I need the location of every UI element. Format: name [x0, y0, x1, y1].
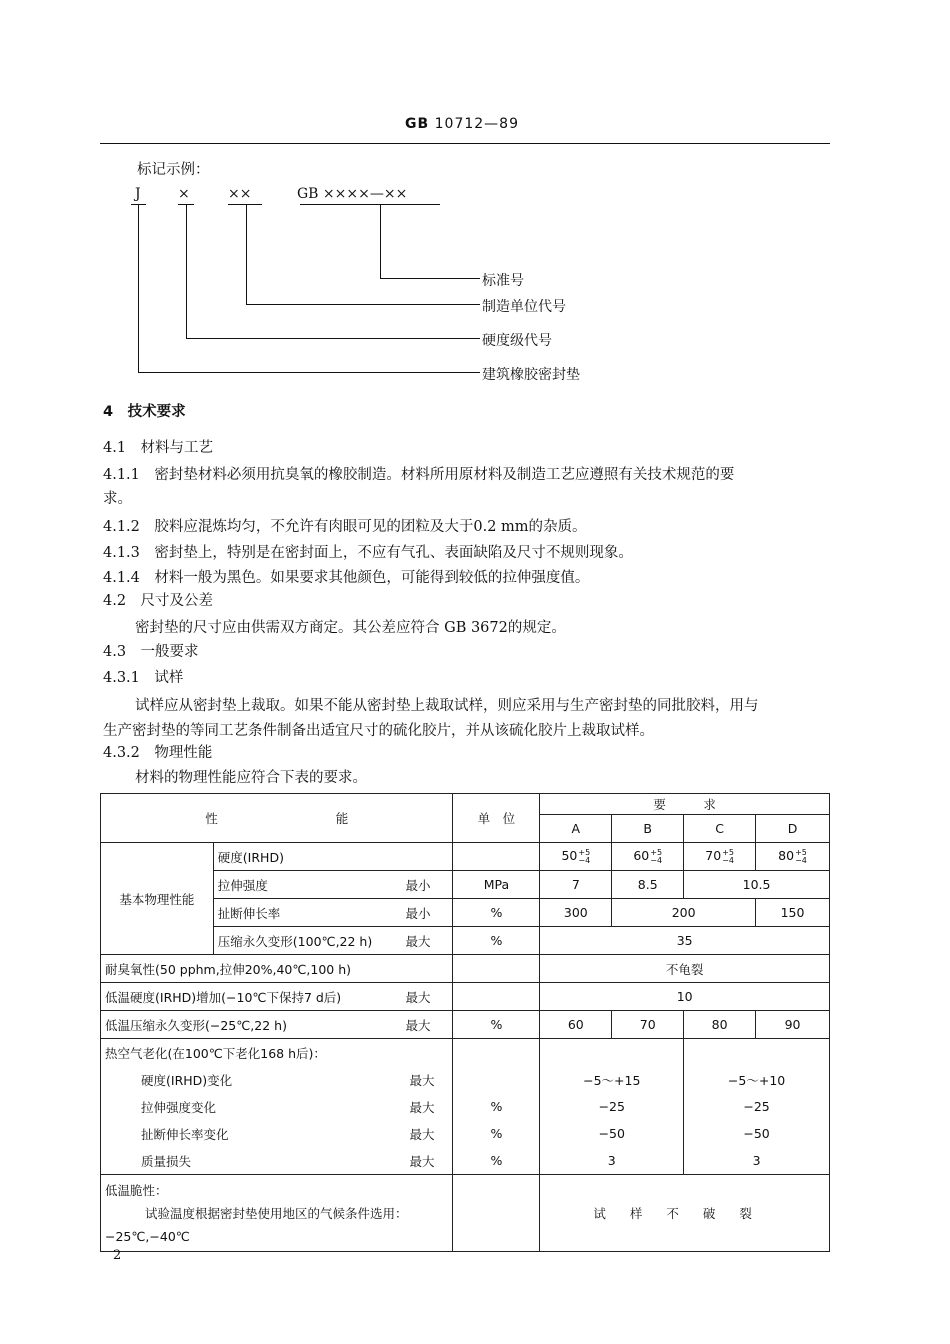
hardness-c-val: 70	[705, 848, 722, 864]
hardness-b-val: 60	[633, 848, 650, 864]
tensile-label: 拉伸强度	[217, 877, 268, 893]
aging-mass-unit: %	[453, 1147, 540, 1175]
tol-up: +5	[795, 847, 807, 857]
lowhard-name	[101, 983, 453, 1011]
brittle-requirement	[540, 1175, 830, 1252]
table-row	[101, 955, 830, 983]
hardness-a	[540, 843, 612, 871]
marking-line-maker	[246, 204, 247, 304]
marking-line-maker-h	[246, 304, 480, 305]
header-unit: 单 位	[453, 794, 540, 843]
page-number: 2	[113, 1248, 122, 1263]
table-row	[101, 1039, 830, 1067]
header-standard: GB	[405, 116, 430, 132]
brittle-req-text: 试样不破裂	[593, 1206, 776, 1221]
tol-up: +5	[650, 847, 663, 857]
basic-properties-group: 基本物理性能	[101, 843, 214, 955]
grade-c: C	[684, 815, 756, 843]
tol-up: +5	[722, 847, 734, 857]
brittle-title: 低温脆性：	[105, 1183, 168, 1198]
aging-mass	[101, 1147, 453, 1175]
tol-dn: −4	[650, 855, 663, 865]
section-4-3-2-heading: 4.3.2 物理性能	[103, 745, 213, 761]
section-4-2-paragraph: 密封垫的尺寸应由供需双方商定。其公差应符合 GB 3672的规定。	[135, 620, 566, 636]
hardness-d-val: 80	[778, 848, 795, 864]
section-4-3-1-line1: 试样应从密封垫上裁取。如果不能从密封垫上裁取试样，则应采用与生产密封垫的同批胶料，用与	[135, 698, 759, 714]
section-4-1-3: 4.1.3 密封垫上，特别是在密封面上，不应有气孔、表面缺陷及尺寸不规则现象。	[103, 545, 633, 561]
elongation-limit: 最小	[405, 905, 431, 921]
table-row	[101, 1093, 830, 1120]
hardness-d	[756, 843, 830, 871]
document-header	[405, 116, 519, 132]
compset-limit: 最大	[405, 933, 431, 949]
aging-hardness-cd: −5～+10	[684, 1066, 830, 1093]
section-4-2-heading: 4.2 尺寸及公差	[103, 593, 214, 609]
table-row	[101, 983, 830, 1011]
table-row	[101, 1120, 830, 1147]
ozone-name: 耐臭氧性(50 pphm,拉伸20%,40℃,100 h)	[101, 955, 453, 983]
lowcomp-name	[101, 1011, 453, 1039]
aging-title: 热空气老化(在100℃下老化168 h后)：	[101, 1039, 453, 1067]
aging-tensile-ab: −25	[540, 1093, 684, 1120]
section-4-1-1-line1: 4.1.1 密封垫材料必须用抗臭氧的橡胶制造。材料所用原材料及制造工艺应遵照有关技术规范的要	[103, 467, 735, 483]
hardness-b	[612, 843, 684, 871]
lowcomp-d: 90	[756, 1011, 830, 1039]
table-row	[101, 1011, 830, 1039]
brittle-line1: 试验温度根据密封垫使用地区的气候条件选用：	[145, 1206, 408, 1221]
elongation-a: 300	[540, 899, 612, 927]
marking-label-maker: 制造单位代号	[482, 299, 566, 315]
header-property	[101, 794, 453, 843]
section-4-3-1-line2: 生产密封垫的等同工艺条件制备出适宜尺寸的硫化胶片，并从该硫化胶片上裁取试样。	[103, 723, 654, 739]
tensile-limit: 最小	[405, 877, 431, 893]
marking-underline-standard	[300, 204, 440, 205]
marking-underline-maker	[228, 204, 262, 205]
lowcomp-b: 70	[612, 1011, 684, 1039]
aging-elongation	[101, 1120, 453, 1147]
aging-mass-cd: 3	[684, 1147, 830, 1175]
elongation-name	[213, 899, 453, 927]
elongation-bc: 200	[612, 899, 756, 927]
grade-b: B	[612, 815, 684, 843]
aging-elongation-ab: −50	[540, 1120, 684, 1147]
header-property-char1: 性	[205, 811, 218, 826]
table-row	[101, 1066, 830, 1093]
section-4-1-4: 4.1.4 材料一般为黑色。如果要求其他颜色，可能得到较低的拉伸强度值。	[103, 570, 590, 586]
section-4-3-1-heading: 4.3.1 试样	[103, 670, 184, 686]
elongation-label: 扯断伸长率	[217, 905, 281, 921]
compset-name	[213, 927, 453, 955]
aging-elongation-cd: −50	[684, 1120, 830, 1147]
aging-hardness-ab: −5～+15	[540, 1066, 684, 1093]
marking-code-standard: GB ××××—××	[297, 186, 408, 202]
lowcomp-unit: %	[453, 1011, 540, 1039]
marking-line-j-h	[138, 372, 480, 373]
tol-up: +5	[578, 847, 591, 857]
marking-line-hardness	[186, 204, 187, 338]
aging-mass-label: 质量损失	[141, 1153, 192, 1169]
lowhard-limit: 最大	[405, 989, 431, 1005]
aging-elongation-limit: 最大	[409, 1126, 435, 1142]
marking-code-maker: ××	[228, 186, 252, 202]
aging-hardness-unit	[453, 1066, 540, 1093]
aging-hardness-limit: 最大	[409, 1072, 435, 1088]
lowhard-label: 低温硬度(IRHD)增加(−10℃下保持7 d后)	[105, 989, 342, 1005]
compset-label: 压缩永久变形(100℃,22 h)	[217, 933, 373, 949]
hardness-name: 硬度(IRHD)	[213, 843, 453, 871]
header-number: 10712—89	[434, 116, 519, 132]
grade-a: A	[540, 815, 612, 843]
table-row	[101, 1147, 830, 1175]
aging-mass-ab: 3	[540, 1147, 684, 1175]
marking-label-hardness: 硬度级代号	[482, 333, 552, 349]
marking-label-standard: 标准号	[482, 273, 524, 289]
lowcomp-a: 60	[540, 1011, 612, 1039]
marking-code-hardness: ×	[178, 186, 190, 202]
marking-code-j: J	[135, 186, 141, 202]
compset-all: 35	[540, 927, 830, 955]
ozone-all: 不龟裂	[540, 955, 830, 983]
brittle-line2: −25℃,−40℃	[105, 1229, 190, 1244]
tensile-a: 7	[540, 871, 612, 899]
header-requirement: 要 求	[540, 794, 830, 815]
section-4-3-2-paragraph: 材料的物理性能应符合下表的要求。	[135, 770, 367, 786]
section-4-3-heading: 4.3 一般要求	[103, 644, 199, 660]
marking-line-hardness-h	[186, 338, 480, 339]
aging-elongation-unit: %	[453, 1120, 540, 1147]
marking-label-gasket: 建筑橡胶密封垫	[482, 367, 580, 383]
section-4-1-1-line2: 求。	[103, 491, 132, 507]
table-header-row	[101, 794, 830, 815]
elongation-unit: %	[453, 899, 540, 927]
section-4-1-heading: 4.1 材料与工艺	[103, 440, 214, 456]
marking-underline-hardness	[178, 204, 194, 205]
marking-underline-j	[131, 204, 146, 205]
aging-mass-limit: 最大	[409, 1153, 435, 1169]
grade-d: D	[756, 815, 830, 843]
tol-dn: −4	[578, 855, 591, 865]
table-row	[101, 1175, 830, 1252]
physical-properties-table	[100, 793, 830, 1252]
marking-line-j	[138, 204, 139, 372]
tensile-name	[213, 871, 453, 899]
lowhard-all: 10	[540, 983, 830, 1011]
tol-dn: −4	[722, 855, 734, 865]
tensile-cd: 10.5	[684, 871, 830, 899]
marking-line-standard	[380, 204, 381, 278]
section-4-heading: 4 技术要求	[103, 404, 186, 420]
aging-hardness-label: 硬度(IRHD)变化	[141, 1072, 233, 1088]
table-row	[101, 843, 830, 871]
tol-dn: −4	[795, 855, 807, 865]
compset-unit: %	[453, 927, 540, 955]
aging-tensile-cd: −25	[684, 1093, 830, 1120]
marking-title: 标记示例：	[137, 162, 210, 178]
aging-tensile-limit: 最大	[409, 1099, 435, 1115]
section-4-1-2: 4.1.2 胶料应混炼均匀，不允许有肉眼可见的团粒及大于0.2 mm的杂质。	[103, 519, 587, 535]
hardness-a-val: 50	[561, 848, 578, 864]
aging-tensile-unit: %	[453, 1093, 540, 1120]
aging-tensile-label: 拉伸强度变化	[141, 1099, 217, 1115]
header-rule	[100, 143, 830, 144]
header-property-char2: 能	[335, 811, 349, 826]
aging-hardness	[101, 1066, 453, 1093]
lowcomp-limit: 最大	[405, 1017, 431, 1033]
tensile-b: 8.5	[612, 871, 684, 899]
brittle-cell	[101, 1175, 453, 1252]
hardness-c	[684, 843, 756, 871]
lowcomp-label: 低温压缩永久变形(−25℃,22 h)	[105, 1017, 287, 1033]
marking-line-standard-h	[380, 278, 480, 279]
elongation-d: 150	[756, 899, 830, 927]
lowcomp-c: 80	[684, 1011, 756, 1039]
aging-tensile	[101, 1093, 453, 1120]
tensile-unit: MPa	[453, 871, 540, 899]
aging-elongation-label: 扯断伸长率变化	[141, 1126, 229, 1142]
